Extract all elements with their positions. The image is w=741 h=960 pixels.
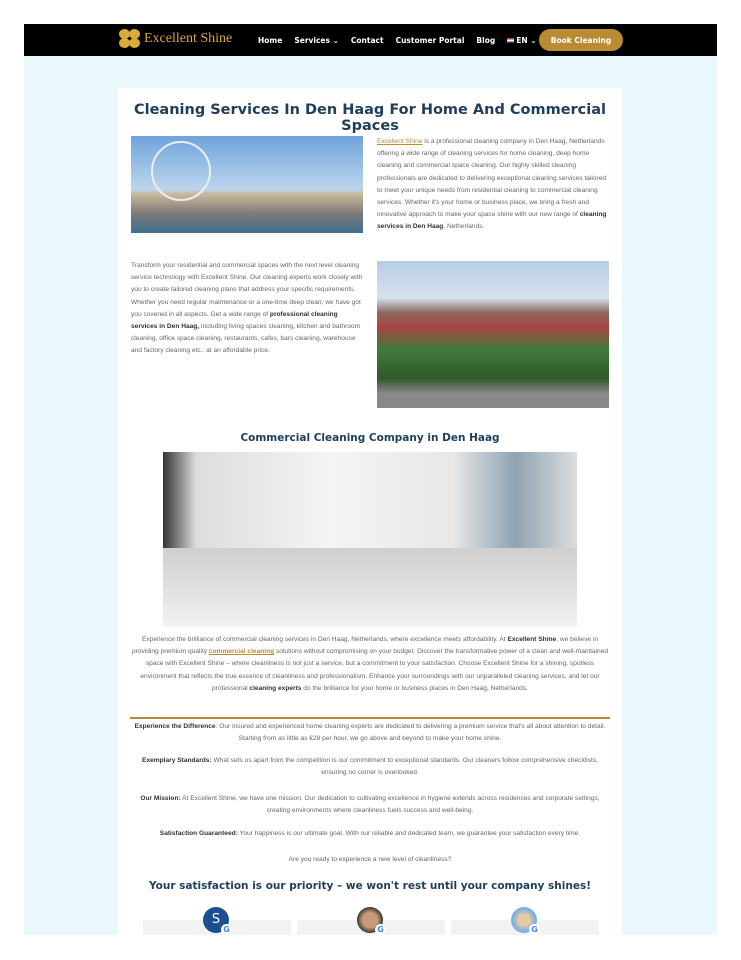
google-icon: G [375, 924, 386, 935]
brand-logo[interactable] [119, 29, 232, 49]
intro-text: is a professional cleaning company in Den Haag, Netherlands offering a wide range of cleaning services for home cleaning, deep home cleaning and commercial space cleaning. Our highly skilled cleaning professionals are dedicated to delivering exceptional cleaning services tailored to meet your unique needs from residential cleaning to commercial cleaning services. Whether it's your home or business place, we bring a fresh and innovative approach to make your space shine with our new range of [377, 138, 607, 219]
commercial-section-title: Commercial Cleaning Company in Den Haag [240, 432, 500, 444]
gold-divider [130, 717, 610, 719]
para2-bold: professional cleaning services in Den Haag, [131, 310, 338, 331]
para2-text: Transform your residential and commercial spaces with the next level cleaning service technology with Excellent Shine. Our cleaning experts work closely with you to create tailored cleaning plans that address your specific requirements. Whether you need regular maintenance or a one-time deep clean, we have got you covered in all aspects. Get a wide range of [131, 262, 363, 318]
feature-text: : Our insured and experienced home cleaning experts are dedicated to delivering a premium service that's all about attention to detail. Starting from as little as €28 per hour, we go above and beyond to make your home shine. [215, 723, 606, 743]
language-label: EN ⌄ [516, 35, 537, 45]
feature-difference [132, 721, 608, 745]
google-icon: G [221, 924, 232, 935]
feature-title: Experience the Difference [134, 723, 216, 730]
p3d: solutions without compromising on your budget. Discover the transformative power of a clean and well-maintained space with Excellent Shine – where cleanliness is not just a service, but a commitment to your satisfaction. Choose Excellent Shine for a shining, spotless environment that reflects the true essence of cleanliness and professionalism. Enhance your surroundings with our unparalleled cleaning services, and let our professional [140, 648, 609, 692]
cleanliness-question: Are you ready to experience a new level of cleanliness? [288, 856, 452, 863]
brand-name: Excellent Shine [144, 31, 233, 46]
p3b1: Excellent Shine [507, 636, 557, 643]
intro-end: , Netherlands. [443, 223, 485, 231]
page-title: Cleaning Services In Den Haag For Home And Commercial Spaces [133, 102, 607, 134]
book-cleaning-button[interactable]: Book Cleaning [539, 29, 623, 51]
nav-blog[interactable]: Blog [476, 35, 496, 45]
content-card [118, 88, 622, 935]
p3e: do the brilliance for your home or business places in Den Haag, Netherlands. [301, 684, 528, 692]
nav-home[interactable]: Home [258, 35, 283, 45]
feature-title: Satisfaction Guaranteed: [159, 830, 238, 837]
feature-mission [128, 793, 612, 817]
intro-paragraph [377, 136, 613, 234]
excellent-shine-link[interactable]: Excellent Shine [377, 138, 423, 145]
para2-end: including living spaces cleaning, kitchen and bathroom cleaning, office space cleaning, restaurants, cafes, bars cleaning, warehouse and factory cleaning etc.. at an affordable price. [131, 323, 361, 355]
avatar-initial: S [211, 912, 221, 927]
transform-paragraph [131, 260, 365, 358]
intro-bold: cleaning services in Den Haag [377, 211, 607, 231]
feature-text: Your happiness is our ultimate goal. With our reliable and dedicated team, we guarantee your satisfaction every time. [237, 830, 581, 837]
feature-text: What sets us apart from the competition is our commitment to exceptional standards. Our cleaners follow comprehensive checklists, ensuring no corner is overlooked. [211, 757, 598, 777]
reviewer-avatar [203, 907, 229, 933]
p3c: , we believe in providing premium quality [131, 636, 599, 656]
commercial-paragraph [128, 634, 612, 695]
nav-language[interactable] [507, 36, 536, 45]
nav-customer-portal[interactable]: Customer Portal [395, 35, 465, 45]
reviewer-avatar [511, 907, 537, 933]
p3a: Experience the brilliance of commercial cleaning services in Den Haag, Netherlands, where excellence meets affordability. At [141, 636, 508, 643]
satisfaction-tagline: Your satisfaction is our priority – we won't rest until your company shines! [148, 880, 592, 892]
reviewer-avatar [357, 907, 383, 933]
feature-standards [132, 755, 608, 779]
ferris-wheel-image [131, 136, 363, 233]
main-menu [258, 24, 537, 56]
flag-icon [507, 38, 514, 43]
den-haag-skyline-image [377, 261, 609, 408]
google-icon: G [529, 924, 540, 935]
nav-services[interactable]: Services ⌄ [294, 35, 339, 45]
commercial-cleaning-link[interactable]: commercial cleaning [208, 648, 275, 656]
clover-icon [119, 29, 141, 49]
feature-text: At Excellent Shine, we have one mission: Our dedication to cultivating excellence in hygiene extends across residences and corporate settings, creating environments where cleanliness fuels success and well-being. [180, 795, 600, 815]
feature-title: Our Mission: [140, 795, 181, 802]
office-interior-image [163, 452, 577, 627]
feature-title: Exemplary Standards: [142, 757, 212, 764]
nav-contact[interactable]: Contact [350, 35, 384, 45]
feature-guarantee [128, 828, 612, 840]
top-nav [24, 24, 717, 56]
p3b2: cleaning experts [249, 684, 302, 692]
